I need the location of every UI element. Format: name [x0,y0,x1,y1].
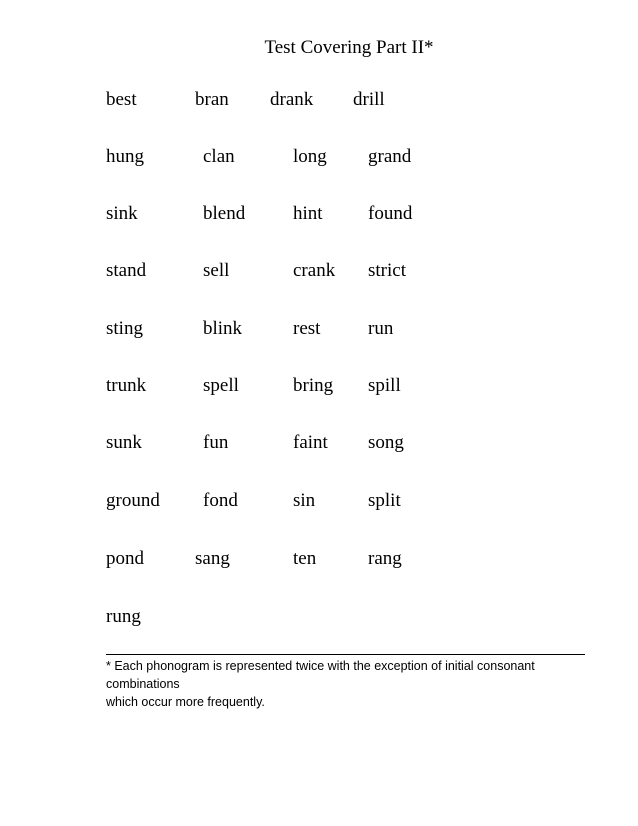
word-r5-c3: rest [293,318,321,339]
page-title: Test Covering Part II* [264,37,434,58]
word-r4-c1: stand [106,260,147,281]
word-r1-c3: drank [270,89,314,110]
word-r4-c4: strict [368,260,406,281]
word-r8-c4: split [368,490,401,511]
footnote-divider [106,654,585,655]
footnote [106,657,606,711]
word-r6-c2: spell [203,375,239,396]
word-r8-c2: fond [203,490,238,511]
word-r5-c4: run [368,318,394,339]
word-r3-c1: sink [106,203,138,224]
word-r7-c2: fun [203,432,229,453]
word-r4-c2: sell [203,260,230,281]
word-r9-c2: sang [195,548,230,569]
word-r3-c2: blend [203,203,246,224]
word-r2-c1: hung [106,146,144,167]
word-r3-c4: found [368,203,413,224]
footnote-line-2: which occur more frequently. [106,695,265,709]
word-r10-c1: rung [106,606,141,627]
word-r6-c4: spill [368,375,401,396]
word-r5-c2: blink [203,318,243,339]
word-r7-c4: song [368,432,404,453]
word-r4-c3: crank [293,260,336,281]
word-r6-c1: trunk [106,375,147,396]
word-r1-c1: best [106,89,137,110]
word-r7-c1: sunk [106,432,142,453]
word-r2-c4: grand [368,146,412,167]
word-r9-c1: pond [106,548,144,569]
word-r7-c3: faint [293,432,328,453]
word-r5-c1: sting [106,318,143,339]
word-r6-c3: bring [293,375,334,396]
word-r8-c3: sin [293,490,316,511]
word-r9-c3: ten [293,548,317,569]
word-r1-c2: bran [195,89,229,110]
footnote-line-1: * Each phonogram is represented twice with the exception of initial consonant combinations [106,659,535,691]
word-r2-c2: clan [203,146,235,167]
word-r9-c4: rang [368,548,402,569]
word-r1-c4: drill [353,89,385,110]
word-r3-c3: hint [293,203,323,224]
word-r2-c3: long [293,146,327,167]
word-r8-c1: ground [106,490,160,511]
